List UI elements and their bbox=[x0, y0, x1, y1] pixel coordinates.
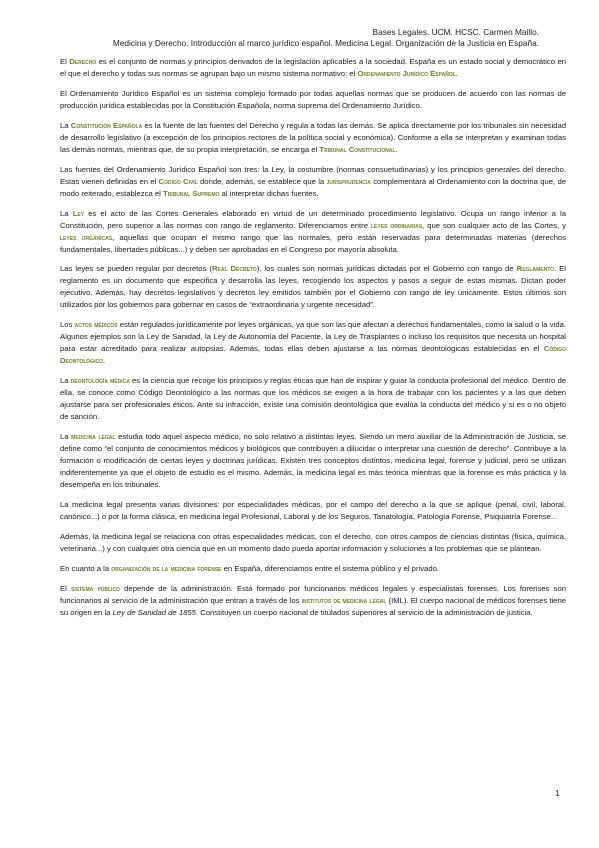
highlighted-term: deontología médica bbox=[70, 376, 130, 386]
highlighted-term: sistema público bbox=[71, 583, 120, 593]
text-run: Los bbox=[60, 320, 75, 330]
paragraph bbox=[60, 531, 566, 555]
text-run: La bbox=[60, 432, 72, 442]
paragraph bbox=[60, 563, 566, 575]
text-run: . El reglamento es un documento que especifica y desarrolla las leyes, recogiendo los aspectos y pasos a seguir de estas mismas. Dictan poder ejecutivo. Además, hay decretos legislativos y decretos ley emitidos también por el Gobierno con rango de ley únicamente. Estos últimos son utilizados por los gobiernos para gobernar en casos de “extraordinaria y urgente necesidad”. bbox=[60, 264, 566, 310]
highlighted-term: medicina legal bbox=[71, 432, 116, 442]
text-run: es el acto de las Cortes Generales elaborado en virtud de un determinado procedimiento legislativo. Ocupa un rango inferior a la Constitución, pero superior a las normas con rango de reglamento. Diferenciamos entre bbox=[60, 208, 567, 230]
highlighted-term: jurisprudencia bbox=[326, 176, 371, 186]
italic-term: Ley de Sanidad de 1855 bbox=[112, 607, 196, 617]
text-run: Las leyes se pueden regular por decretos ( bbox=[60, 264, 212, 274]
page-number: 1 bbox=[555, 788, 560, 798]
text-run: La bbox=[60, 376, 71, 386]
text-run: , aquellas que ocupan el mismo rango que las normales, pero están reservadas para determinadas materias (derechos fundamentales, libertades públicas...) y deben ser aprobadas en el Congreso por mayoría absoluta. bbox=[60, 232, 566, 254]
paragraph bbox=[60, 56, 566, 80]
paragraph bbox=[60, 88, 566, 112]
text-run: El bbox=[60, 583, 72, 593]
text-run: El bbox=[60, 57, 70, 66]
text-run: En cuanto a la bbox=[60, 563, 112, 573]
text-run: estudia todo aquel aspecto médico, no solo relativo a distintas leyes. Siendo un mero auxiliar de la Administración de Justicia, se define como “el conjunto de conocimientos médicos y biológicos que contribuyen a dilucidar o interpretar una cuestión de derecho”. Contribuye a la formación o modificación de ciertas leyes y doctrinas jurídicas. Existen tres conceptos distintos, medicina legal, forense y judicial, pero se utilizan indiferentemente ya que el objeto de estudio es el mismo. Además, la medicina legal es más teórica mientras que la forense es más práctica y la desempeña en los tribunales. bbox=[60, 432, 566, 490]
paragraph bbox=[60, 263, 566, 311]
text-run: (IML). El cuerpo nacional de médicos forenses tiene su origen en la bbox=[60, 595, 567, 617]
highlighted-term: leyes orgánicas bbox=[60, 232, 113, 242]
highlighted-term: Reglamento bbox=[516, 264, 555, 274]
text-run: en España, diferenciamos entre el sistema público y el privado. bbox=[221, 563, 440, 573]
paragraph bbox=[60, 120, 566, 156]
paragraph bbox=[60, 431, 566, 491]
text-run: están regulados jurídicamente por leyes orgánicas, ya que son las que afectan a derechos fundamentales, como la salud o la vida. Algunos ejemplos son la Ley de Sanidad, la Ley de Autonomía del Paciente, la Ley de Trasplantes o incluso los requisitos que necesita un hospital para estar acreditado para realizar autopsias. Además, todas ellas deben ajustarse a las normas deontológicas establecidas en el bbox=[60, 320, 567, 354]
text-run: Además, la medicina legal se relaciona con otras especialidades médicas, con el derecho, con otros campos de ciencias distintas (física, química, veterinaria...) y con cualquier otra ciencia que en un momento dado pueda aportar información y soluciones a los problemas que se plantean. bbox=[60, 531, 566, 553]
text-run: La medicina legal presenta varias divisiones: por especialidades médicas, por el campo del derecho a la que se aplique (penal, civil, laboral, canónico...) o por la forma clásica, en medicina legal Profesional, Laboral y de los Seguros, Tanatología, Patología Forense, Psiquiatría Forense... bbox=[60, 500, 566, 522]
paragraph bbox=[60, 499, 566, 523]
highlighted-term: Ordenamiento Jurídico Español bbox=[357, 69, 456, 78]
paragraph bbox=[60, 164, 566, 200]
text-run: es la fuente de las fuentes del Derecho y regula a todas las demás. Se aplica directamente por los tribunales sin necesidad de desarrollo legislativo (a excepción de los principios rectores de la política social y económica). Conforme a ella se interpretan y examinan todas las demás normas, mientras que, de su propia interpretación, se encarga el bbox=[60, 120, 567, 154]
highlighted-term: Código Civil bbox=[158, 176, 198, 186]
highlighted-term: actos médicos bbox=[74, 320, 118, 330]
highlighted-term: Constitución Española bbox=[70, 120, 143, 130]
text-run: El Ordenamiento Jurídico Español es un sistema complejo formado por todas aquellas normas que se producen de acuerdo con las normas de producción jurídica establecidas por la Constitución Española, norma suprema del Ordenamiento Jurídico. bbox=[60, 88, 566, 110]
highlighted-term: Código Deontológico bbox=[60, 344, 566, 366]
highlighted-term: Tribunal Constitucional bbox=[319, 144, 396, 154]
text-run: complementará al Ordenamiento con la doctrina que, de modo reiterado, establezca el bbox=[60, 176, 566, 198]
text-run: depende de la administración. Está formado por funcionarios médicos legales y especialistas forenses. Los forenses son funcionarios al servicio de la administración que entran a través de los bbox=[60, 583, 566, 605]
highlighted-term: leyes ordinarias bbox=[371, 220, 423, 230]
text-run: es el conjunto de normas y principios derivados de la legislación aplicables a la sociedad. España es un estado social y democrático en el que el derecho y todas sus normas se agrupan bajo un mismo sistema normativo: el bbox=[60, 57, 566, 78]
paragraph bbox=[60, 583, 566, 619]
text-run: . Constituyen un cuerpo nacional de titulados superiores al servicio de la administración de justicia. bbox=[195, 607, 533, 617]
text-run: . bbox=[102, 356, 106, 366]
highlighted-term: Real Decreto bbox=[211, 264, 257, 274]
highlighted-term: institutos de medicina legal bbox=[301, 595, 387, 605]
text-run: donde, además, se establece que la bbox=[197, 176, 327, 186]
text-run: La bbox=[60, 208, 73, 218]
text-run: , que son cualquier acto de las Cortes, y bbox=[422, 220, 566, 230]
paragraph bbox=[60, 319, 566, 367]
text-run: Las fuentes del Ordenamiento Jurídico Español son tres: la Ley, la costumbre (normas consuetudinarias) y los principios generales del derecho. Estas vienen definidas en el bbox=[60, 164, 566, 186]
text-run: es la ciencia que recoge los principios y reglas éticas que han de inspirar y guiar la conducta profesional del médico. Dentro de ella, se conoce como Código Deontológico a las normas que los médicos se exigen a la hora de trabajar con los pacientes y a las que deben ajustarse para ser profesionales éticos. Ante su infracción, existe una comisión deontológica que evalúa la conducta del médico y si es o no objeto de sanción. bbox=[60, 376, 567, 422]
document-body bbox=[60, 56, 566, 627]
text-run: La bbox=[60, 120, 71, 130]
highlighted-term: Derecho bbox=[69, 57, 97, 66]
header-course-line: Bases Legales. UCM. HCSC. Carmen Maillo. bbox=[372, 27, 539, 37]
text-run: . bbox=[455, 69, 458, 78]
highlighted-term: organización de la medicina forense bbox=[111, 563, 222, 573]
paragraph bbox=[60, 375, 566, 423]
text-run: . bbox=[395, 144, 398, 154]
text-run: al interpretar dichas fuentes. bbox=[219, 188, 319, 198]
paragraph bbox=[60, 208, 566, 256]
highlighted-term: Tribunal Supremo bbox=[163, 188, 220, 198]
text-run: ), los cuales son normas jurídicas dictadas por el Gobierno con rango de bbox=[256, 264, 517, 274]
header-topic-line: Medicina y Derecho. Introducción al marco jurídico español. Medicina Legal. Organización de la Justicia en España. bbox=[112, 38, 539, 48]
highlighted-term: Ley bbox=[72, 208, 85, 218]
